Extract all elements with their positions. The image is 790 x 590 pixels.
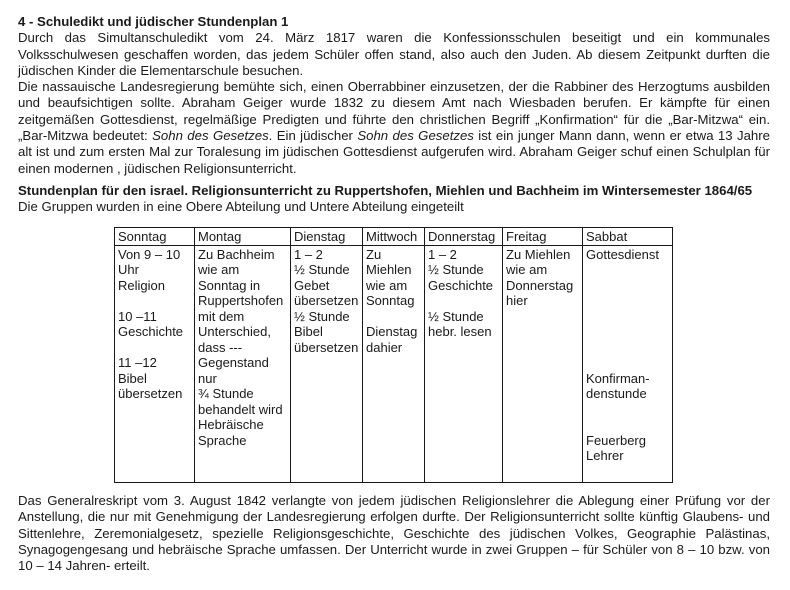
- intro-paragraph-2: [18, 79, 770, 177]
- cell-line: ½ Stunde: [294, 262, 350, 277]
- day-header: Donnerstag: [425, 228, 503, 246]
- cell-line: Hebräische: [198, 417, 264, 432]
- day-cell: [291, 245, 363, 482]
- cell-line: ¾ Stunde: [198, 386, 254, 401]
- cell-line: wie am: [366, 277, 408, 293]
- cell-line: Uhr: [118, 262, 139, 277]
- cell-spacer: [586, 262, 670, 278]
- cell-line: Von 9 – 10: [118, 246, 181, 262]
- cell-line: Bibel: [118, 370, 147, 386]
- closing-paragraph: Das Generalreskript vom 3. August 1842 verlangte von jedem jüdischen Religionslehrer die Ablegung einer Prüfung vor der Anstellung, die nur mit Genehmigung der Landesregierung erfolgen durfte. Der Religionsunterricht sollte künftig Glaubens- und Sittenlehre, Zeremonialgesetz, spezielle Religionsgeschichte, Geschichte des jüdischen Volkes, Geographie Palästinas, Synagogengesang und hebräische Sprache umfassen. Der Unterricht wurde in zwei Gruppen – für Schüler von 8 – 10 bzw. von 10 – 14 Jahren- erteilt.: [18, 493, 770, 574]
- cell-line: 1 – 2: [428, 246, 457, 262]
- cell-line: Gegenstand: [198, 355, 269, 370]
- day-cell: [583, 245, 673, 482]
- schedule-title: Stundenplan für den israel. Religionsunterricht zu Ruppertshofen, Miehlen und Bachheim im Wintersemester 1864/65: [18, 183, 753, 198]
- cell-line: denstunde: [586, 386, 647, 401]
- cell-spacer: [586, 402, 670, 418]
- cell-line: Sonntag: [366, 293, 415, 308]
- cell-line: Unterschied,: [198, 324, 271, 339]
- cell-line: Konfirman-: [586, 370, 650, 386]
- cell-line: Religion: [118, 277, 165, 293]
- cell-line: behandelt wird: [198, 401, 283, 417]
- intro-section: [18, 14, 770, 177]
- day-header: Montag: [195, 228, 291, 246]
- cell-line: Zu: [366, 246, 382, 262]
- day-cell: [363, 245, 425, 482]
- cell-line: Zu Bachheim: [198, 246, 275, 262]
- cell-line: Sonntag in: [198, 277, 261, 293]
- cell-line: Gottesdienst: [586, 246, 659, 262]
- cell-spacer: [428, 293, 500, 309]
- day-header: Sonntag: [115, 228, 195, 246]
- cell-line: Miehlen: [366, 262, 412, 277]
- intro-emphasis-1: Sohn des Gesetzes: [152, 128, 269, 144]
- cell-line: nur: [198, 370, 217, 386]
- cell-line: Zu Miehlen: [506, 246, 571, 262]
- cell-spacer: [118, 340, 192, 356]
- schedule-subtitle: Die Gruppen wurden in eine Obere Abteilung und Untere Abteilung eingeteilt: [18, 199, 464, 215]
- section-heading: 4 - Schuledikt und jüdischer Stundenplan 1: [18, 14, 289, 29]
- cell-line: Geschichte: [118, 324, 184, 339]
- cell-line: Sprache: [198, 432, 247, 448]
- day-cell: [195, 245, 291, 482]
- cell-line: Gebet: [294, 277, 330, 293]
- cell-spacer: [586, 340, 670, 356]
- day-header: Freitag: [503, 228, 583, 246]
- cell-line: Bibel: [294, 324, 323, 339]
- intro-text-a: Die nassauische Landesregierung bemühte sich, einen Oberrabbiner einzusetzen, der die Rabbiner des Herzogtums ausbilden und beaufsichtigen sollte. Abraham Geiger wurde 1832 zu diesem Amt nach Wiesbaden berufen. Er kämpfte für einen zeitgemäßen Gottesdienst, regelmäßige Predigten und führte den christlichen Begriff „Konfirmation“ für die „Bar-Mitzwa“ ein. „Bar-Mitzwa bedeutet:: [18, 79, 770, 144]
- intro-text-e: ist ein junger Mann dann, wenn er etwa 13 Jahre alt ist und zum ersten Mal zur Toralesung im jüdischen Gottesdienst aufgerufen wird. Abraham Geiger schuf einen Schulplan für einen modernen , jüdischen Religionsunterricht.: [18, 128, 770, 176]
- cell-line: mit dem: [198, 308, 245, 324]
- cell-spacer: [586, 355, 670, 371]
- cell-spacer: [118, 293, 192, 309]
- cell-line: 1 – 2: [294, 246, 323, 262]
- cell-line: ½ Stunde: [294, 308, 350, 324]
- schedule-header-row: [115, 228, 673, 246]
- cell-line: Ruppertshofen: [198, 293, 284, 308]
- cell-line: Dienstag: [366, 324, 418, 339]
- day-header: Sabbat: [583, 228, 673, 246]
- day-header: Mittwoch: [363, 228, 425, 246]
- cell-spacer: [586, 278, 670, 294]
- cell-line: 11 –12: [118, 355, 157, 370]
- cell-line: dahier: [366, 339, 403, 355]
- cell-line: ½ Stunde: [428, 308, 484, 324]
- cell-line: Donnerstag: [506, 277, 574, 293]
- cell-line: Geschichte: [428, 277, 494, 293]
- cell-spacer: [586, 309, 670, 325]
- schedule-table: [114, 227, 673, 483]
- cell-line: Feuerberg: [586, 432, 646, 448]
- intro-paragraph-1: Durch das Simultanschuledikt vom 24. März 1817 waren die Konfessionsschulen beseitigt und ein kommunales Volksschulwesen geschaffen worden, das jedem Schüler offen stand, also auch den Juden. Ab diesem Zeitpunkt durften die jüdischen Kinder die Elementarschule besuchen.: [18, 30, 770, 78]
- closing-section: [18, 493, 770, 574]
- cell-spacer: [586, 417, 670, 433]
- intro-text-c: . Ein jüdischer: [268, 128, 358, 144]
- day-cell: [115, 245, 195, 482]
- cell-line: wie am: [198, 262, 240, 277]
- day-cell: [503, 245, 583, 482]
- cell-spacer: [586, 293, 670, 309]
- cell-line: 10 –11: [118, 308, 157, 324]
- day-header: Dienstag: [291, 228, 363, 246]
- cell-line: Lehrer: [586, 448, 624, 463]
- schedule-body-row: [115, 245, 673, 482]
- cell-line: hebr. lesen: [428, 324, 492, 339]
- intro-emphasis-2: Sohn des Gesetzes: [357, 128, 474, 144]
- schedule-heading: [18, 183, 770, 216]
- cell-line: übersetzen: [294, 339, 359, 355]
- cell-line: wie am: [506, 262, 548, 277]
- cell-line: übersetzen: [294, 293, 359, 308]
- cell-line: übersetzen: [118, 386, 183, 401]
- cell-line: ½ Stunde: [428, 262, 484, 277]
- day-cell: [425, 245, 503, 482]
- cell-spacer: [586, 324, 670, 340]
- cell-line: hier: [506, 293, 528, 308]
- cell-spacer: [366, 309, 422, 325]
- cell-line: dass ---: [198, 339, 243, 355]
